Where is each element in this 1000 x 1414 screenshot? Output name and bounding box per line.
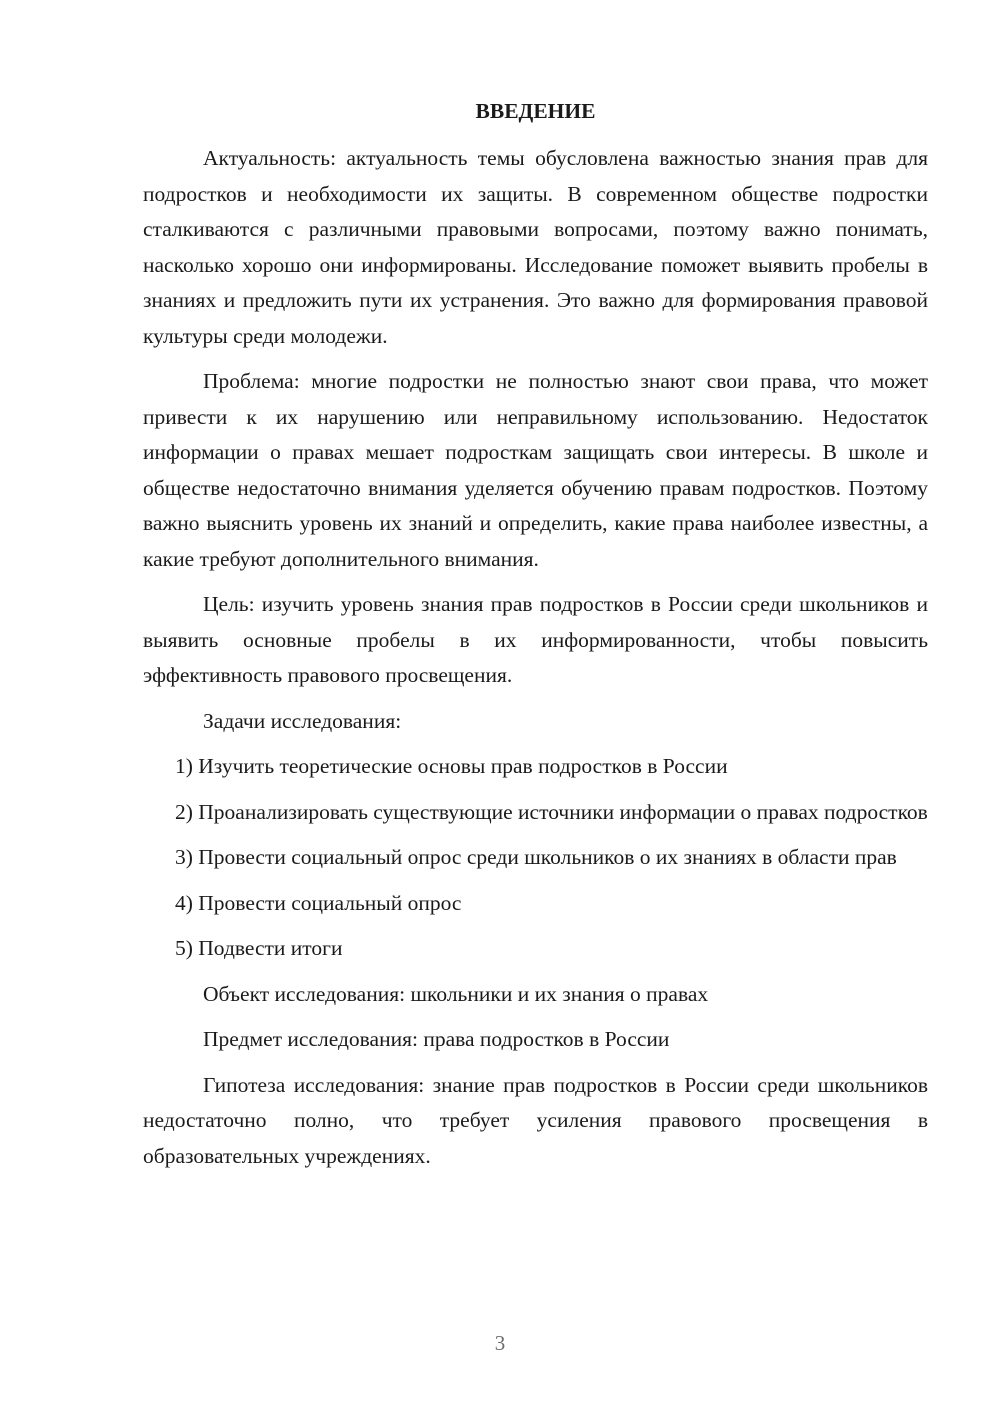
tasks-heading: Задачи исследования: [203, 708, 402, 733]
paragraph-hypothesis: Гипотеза исследования: знание прав подростков в России среди школьников недостаточно полно, что требует усиления правового просвещения в образовательных учреждениях. [143, 1072, 928, 1168]
paragraph-object: Объект исследования: школьники и их знания о правах [203, 981, 709, 1006]
task-item-3: 3) Провести социальный опрос среди школьников о их знаниях в области прав [175, 845, 897, 869]
page-title: ВВЕДЕНИЕ [475, 99, 596, 123]
task-item-2: 2) Проанализировать существующие источники информации о правах подростков [175, 799, 928, 824]
task-item-4: 4) Провести социальный опрос [175, 890, 462, 915]
paragraph-goal: Цель: изучить уровень знания прав подростков в России среди школьников и выявить основные пробелы в их информированности, чтобы повысить эффективность правового просвещения. [143, 592, 928, 687]
task-item-1: 1) Изучить теоретические основы прав подростков в России [175, 754, 728, 778]
paragraph-problem: Проблема: многие подростки не полностью знают свои права, что может привести к их нарушению или неправильному использованию. Недостаток информации о правах мешает подросткам защищать свои интересы. В школе и обществе недостаточно внимания уделяется обучению правам подростков. Поэтому важно выяснить уровень их знаний и определить, какие права наиболее известны, а какие требуют дополнительного внимания. [143, 369, 928, 571]
task-item-5: 5) Подвести итоги [175, 936, 343, 960]
paragraph-subject: Предмет исследования: права подростков в России [203, 1027, 670, 1051]
page-number: 3 [494, 1331, 506, 1355]
body-text [143, 141, 928, 1174]
paragraph-relevance: Актуальность: актуальность темы обусловлена важностью знания прав для подростков и необходимости их защиты. В современном обществе подростки сталкиваются с различными правовыми вопросами, поэтому важно понимать, насколько хорошо они информированы. Исследование поможет выявить пробелы в знаниях и предложить пути их устранения. Это важно для формирования правовой культуры среди молодежи. [143, 146, 928, 348]
